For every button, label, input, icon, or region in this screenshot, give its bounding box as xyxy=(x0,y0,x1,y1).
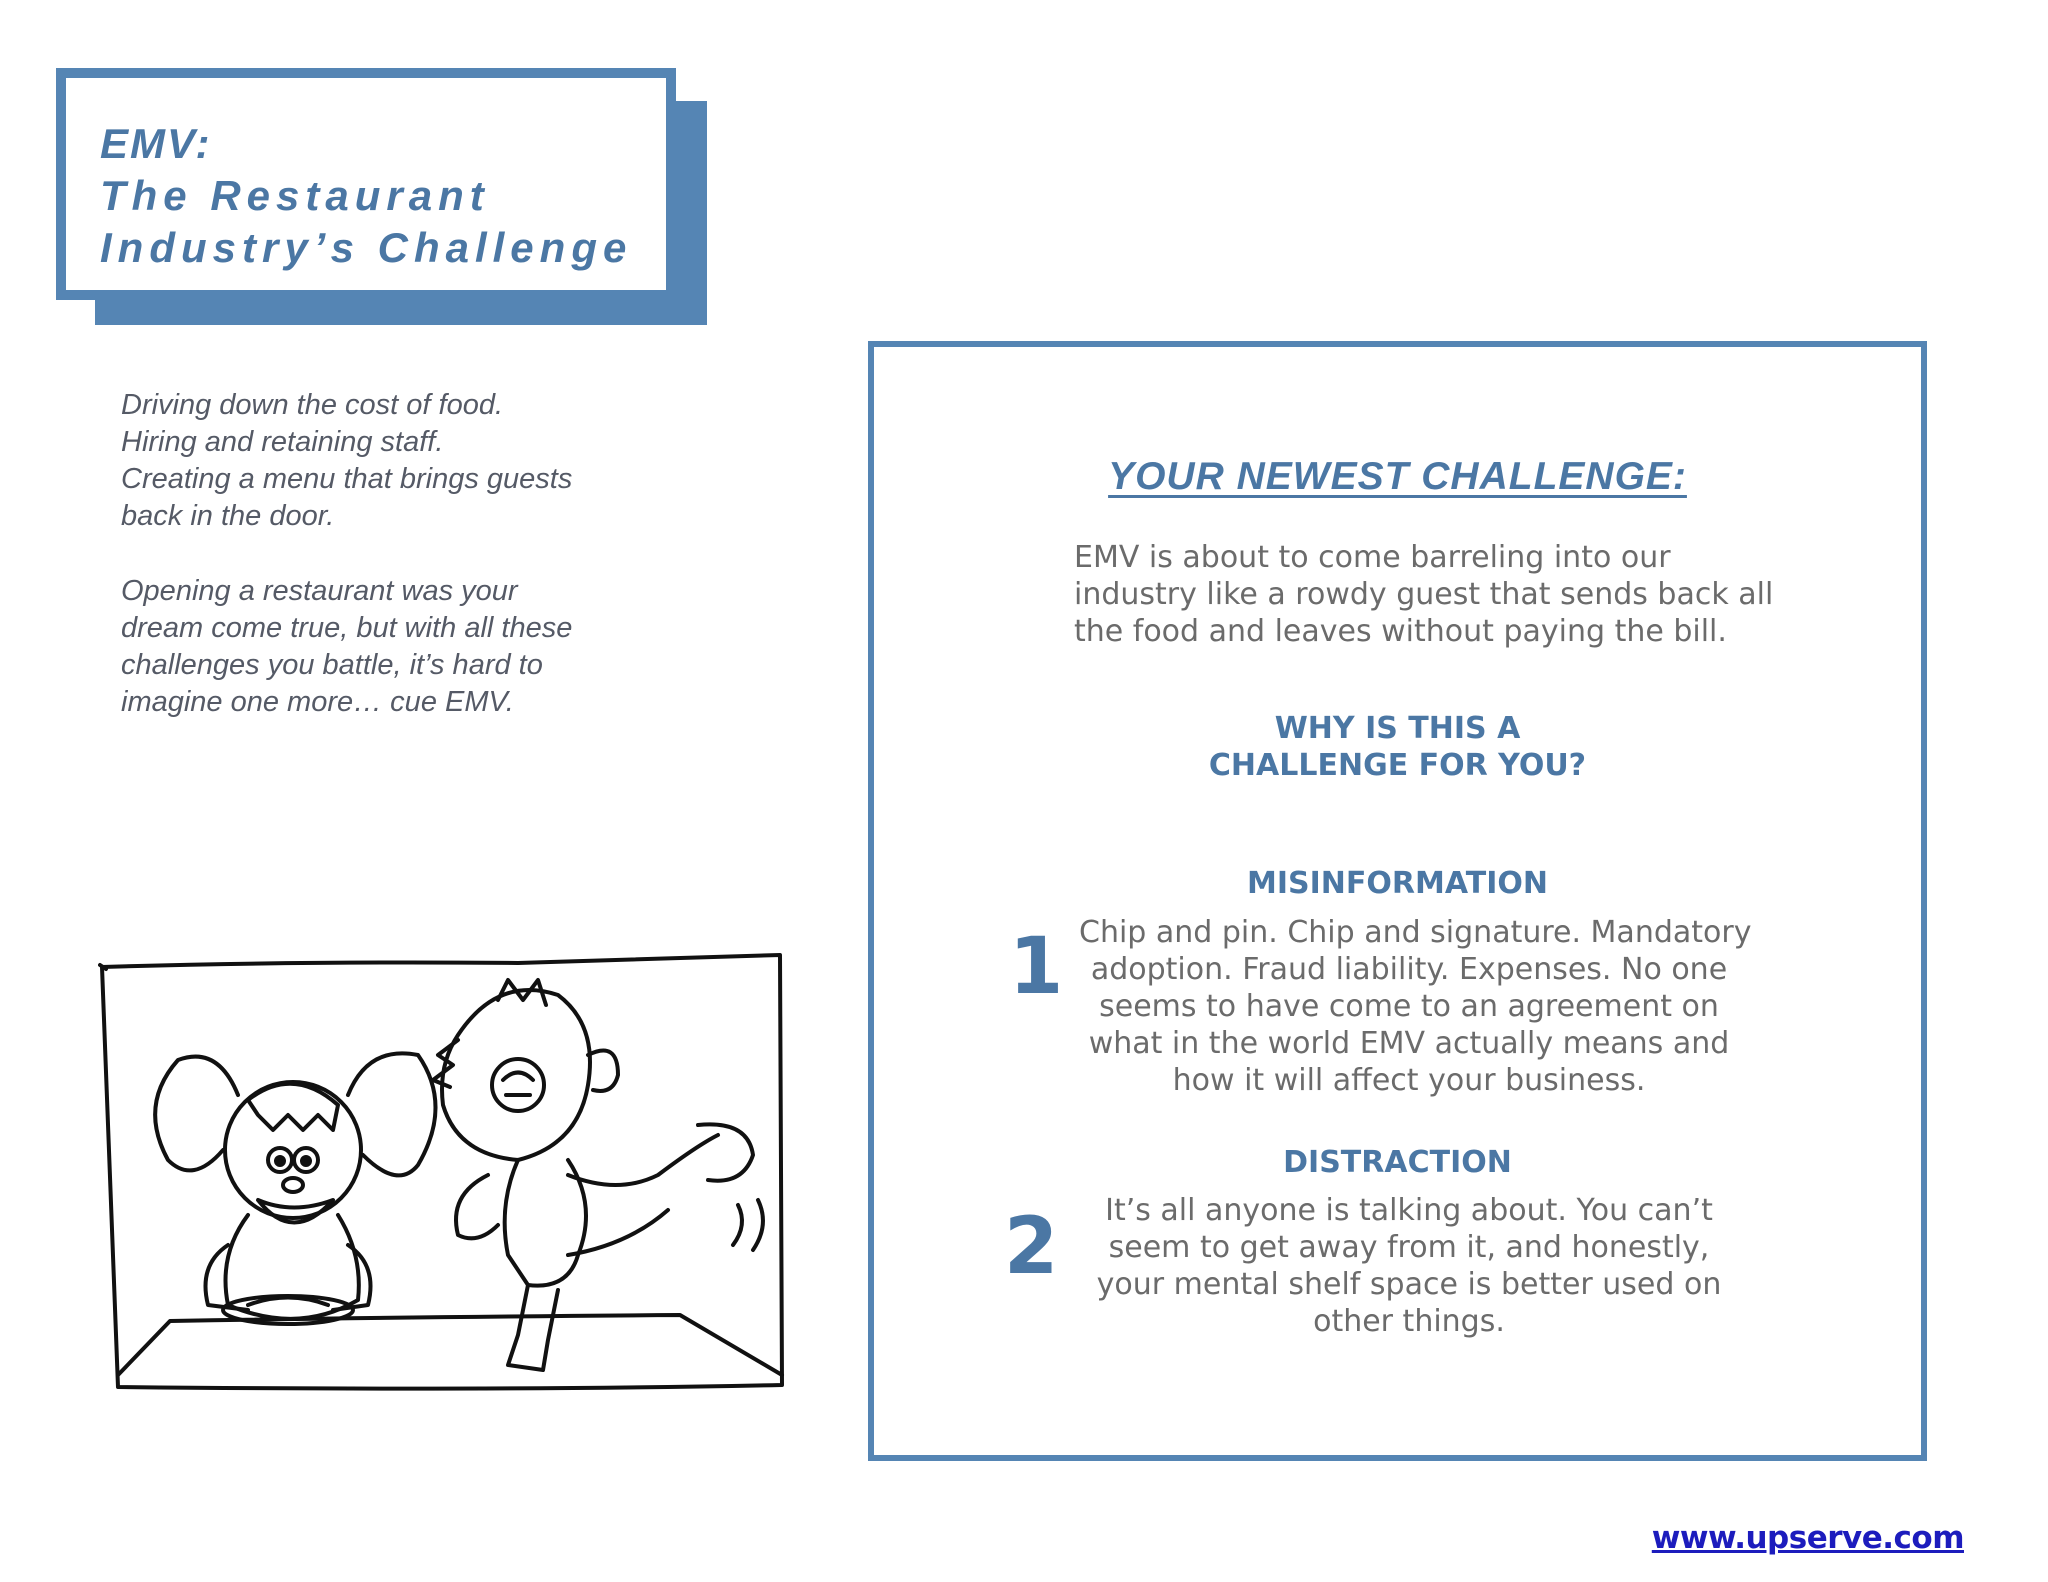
item-2-line: other things. xyxy=(1313,1304,1505,1339)
challenge-description xyxy=(1074,539,1773,650)
item-2-title: DISTRACTION xyxy=(1283,1145,1512,1180)
item-1-line: Chip and pin. Chip and signature. Mandatory xyxy=(1079,915,1752,950)
challenge-heading: YOUR NEWEST CHALLENGE: xyxy=(1108,455,1687,498)
title-box xyxy=(56,68,676,300)
title-line-2: The Restaurant xyxy=(100,172,490,219)
intro-line: challenges you battle, it’s hard to xyxy=(121,649,543,681)
item-2-text xyxy=(1079,1192,1739,1340)
item-1-line: what in the world EMV actually means and xyxy=(1088,1026,1730,1061)
intro-paragraph-1 xyxy=(121,387,641,535)
intro-line: Hiring and retaining staff. xyxy=(121,426,444,458)
item-1-line: seems to have come to an agreement on xyxy=(1099,989,1719,1024)
item-2-line: seem to get away from it, and honestly, xyxy=(1108,1230,1710,1265)
intro-line: Creating a menu that brings guests xyxy=(121,463,573,495)
item-1-number: 1 xyxy=(1009,922,1064,1012)
website-link[interactable]: www.upserve.com xyxy=(1651,1520,1964,1556)
item-1-line: adoption. Fraud liability. Expenses. No one xyxy=(1090,952,1728,987)
description-line: the food and leaves without paying the bill. xyxy=(1074,614,1727,649)
intro-line: imagine one more… cue EMV. xyxy=(121,686,514,718)
item-2-line: It’s all anyone is talking about. You can’t xyxy=(1105,1193,1713,1228)
description-line: industry like a rowdy guest that sends back all xyxy=(1074,577,1774,612)
item-1-line: how it will affect your business. xyxy=(1172,1063,1646,1098)
intro-line: dream come true, but with all these xyxy=(121,612,573,644)
item-2-line: your mental shelf space is better used on xyxy=(1096,1267,1722,1302)
intro-paragraph-2 xyxy=(121,573,641,721)
item-1-text xyxy=(1079,914,1752,1099)
cartoon-illustration xyxy=(98,945,793,1415)
intro-line: Opening a restaurant was your xyxy=(121,575,518,607)
why-heading-line: WHY IS THIS A xyxy=(1274,711,1521,746)
title-line-1: EMV: xyxy=(100,120,212,167)
why-heading-line: CHALLENGE FOR YOU? xyxy=(1208,748,1587,783)
intro-line: Driving down the cost of food. xyxy=(121,389,504,421)
title-line-3: Industry’s Challenge xyxy=(100,224,633,271)
item-1-title: MISINFORMATION xyxy=(1247,866,1548,901)
intro-line: back in the door. xyxy=(121,500,335,532)
item-2-number: 2 xyxy=(1004,1202,1059,1292)
why-heading xyxy=(874,710,1921,784)
description-line: EMV is about to come barreling into our xyxy=(1074,540,1671,575)
challenge-panel xyxy=(868,341,1927,1461)
